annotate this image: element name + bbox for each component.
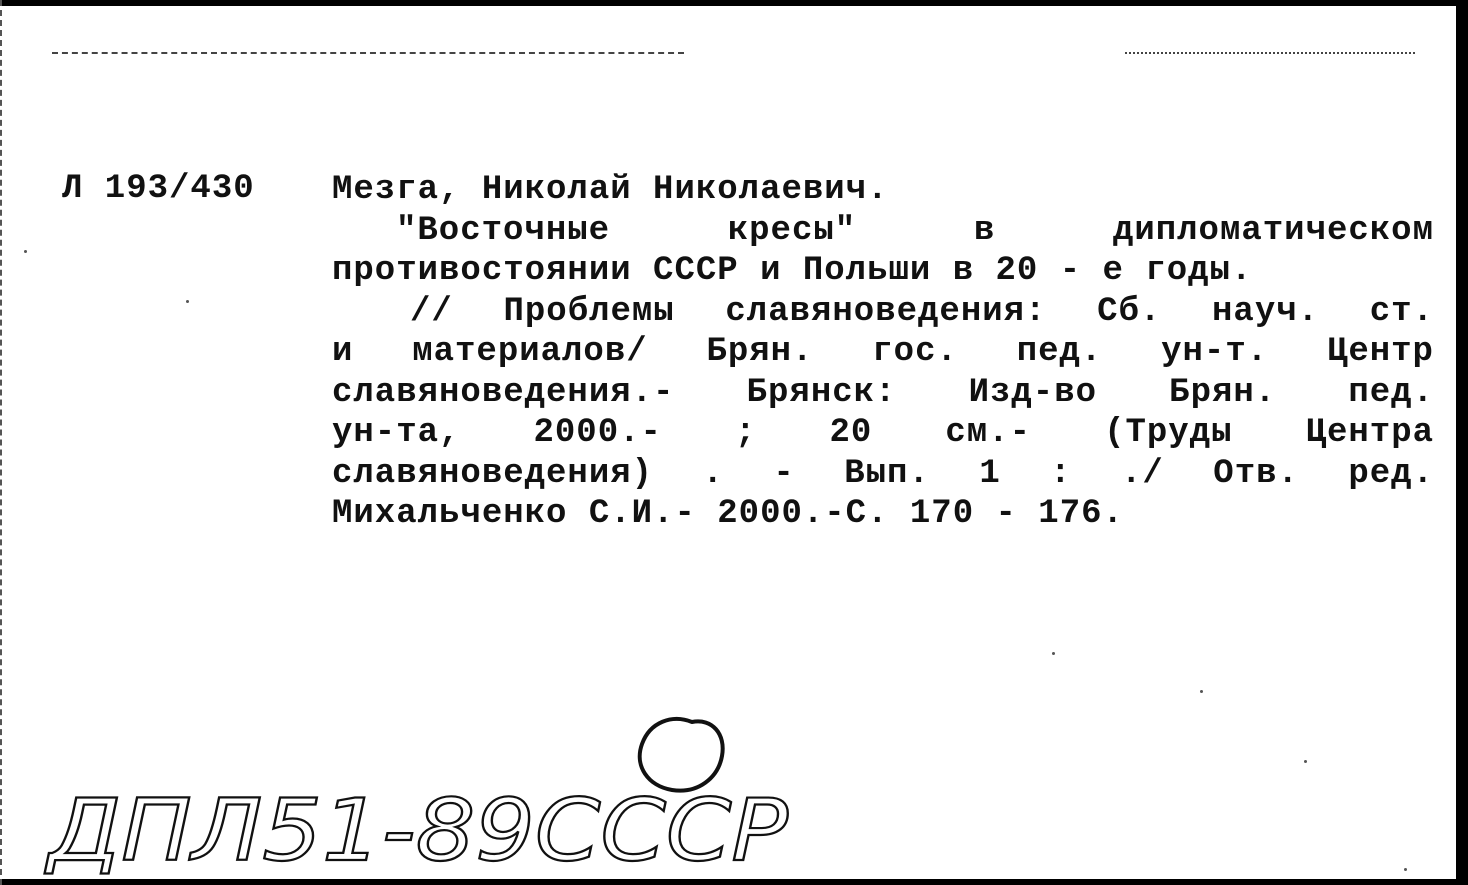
title-line-2: противостоянии СССР и Польши в 20 - е годы. [332, 252, 1253, 290]
title-word: в [973, 211, 996, 250]
bibliographic-record [332, 170, 1434, 535]
source-word: 20 [829, 414, 873, 452]
scan-speck [186, 300, 189, 303]
source-line-6: Михальченко С.И.- 2000.-С. 170 - 176. [332, 495, 1124, 533]
source-word: ун-та, [332, 414, 461, 452]
author-heading: Мезга, Николай Николаевич. [332, 171, 889, 209]
source-word: 1 [979, 454, 1001, 493]
source-word: ун-т. [1161, 333, 1269, 371]
source-word: Отв. [1213, 454, 1299, 493]
title-word: "Восточные [396, 211, 611, 250]
scan-speck [1052, 652, 1055, 655]
source-line-3 [332, 373, 1434, 414]
source-word: славяноведения: [725, 292, 1047, 331]
source-word: Сб. [1097, 292, 1162, 331]
source-line-4 [332, 413, 1434, 454]
scan-speck [24, 250, 27, 253]
source-word: (Труды [1104, 414, 1233, 452]
title-line-1 [332, 211, 1434, 252]
source-word: . [702, 454, 724, 493]
source-word: славяноведения.- [332, 373, 675, 412]
ruled-line-left [52, 52, 684, 54]
source-line-5 [332, 454, 1434, 495]
source-word: Центр [1326, 333, 1434, 371]
source-word: Вып. [844, 454, 930, 493]
source-word: : [1050, 454, 1072, 493]
source-word: науч. [1212, 292, 1320, 331]
card-left-edge [0, 0, 4, 885]
source-word: Брянск: [746, 373, 897, 412]
source-word: Брян. [1169, 373, 1277, 412]
source-word: ./ [1121, 454, 1164, 493]
source-word: 2000.- [533, 414, 662, 452]
source-word: см.- [945, 414, 1031, 452]
shelfmark-text: ДПЛ51-89СССР [43, 781, 789, 880]
source-word: пед. [1348, 373, 1434, 412]
source-word: ред. [1348, 454, 1434, 493]
circle-mark [640, 719, 723, 791]
scan-speck [1404, 868, 1407, 871]
source-word: пед. [1016, 333, 1103, 371]
source-word: и [332, 333, 354, 371]
title-word: дипломатическом [1112, 211, 1434, 250]
scan-speck [1304, 760, 1307, 763]
source-line-2 [332, 332, 1434, 373]
source-word: славяноведения) [332, 454, 654, 493]
card-right-edge [1456, 0, 1468, 885]
title-word: кресы" [727, 211, 857, 250]
source-word: материалов/ [412, 333, 648, 371]
source-word: Брян. [706, 333, 814, 371]
card-top-edge [0, 0, 1468, 6]
call-number: Л 193/430 [62, 170, 255, 208]
source-word: // [410, 292, 453, 331]
source-word: ст. [1369, 292, 1434, 331]
source-word: Проблемы [503, 292, 675, 331]
source-word: Изд-во [968, 373, 1098, 412]
scan-speck [1200, 690, 1203, 693]
source-word: Центра [1305, 414, 1434, 452]
handwritten-shelfmark [38, 700, 818, 880]
source-word: ; [735, 414, 757, 452]
ruled-line-right [1125, 52, 1415, 54]
source-word: - [773, 454, 795, 493]
source-line-1 [332, 292, 1434, 333]
source-word: гос. [872, 333, 958, 371]
